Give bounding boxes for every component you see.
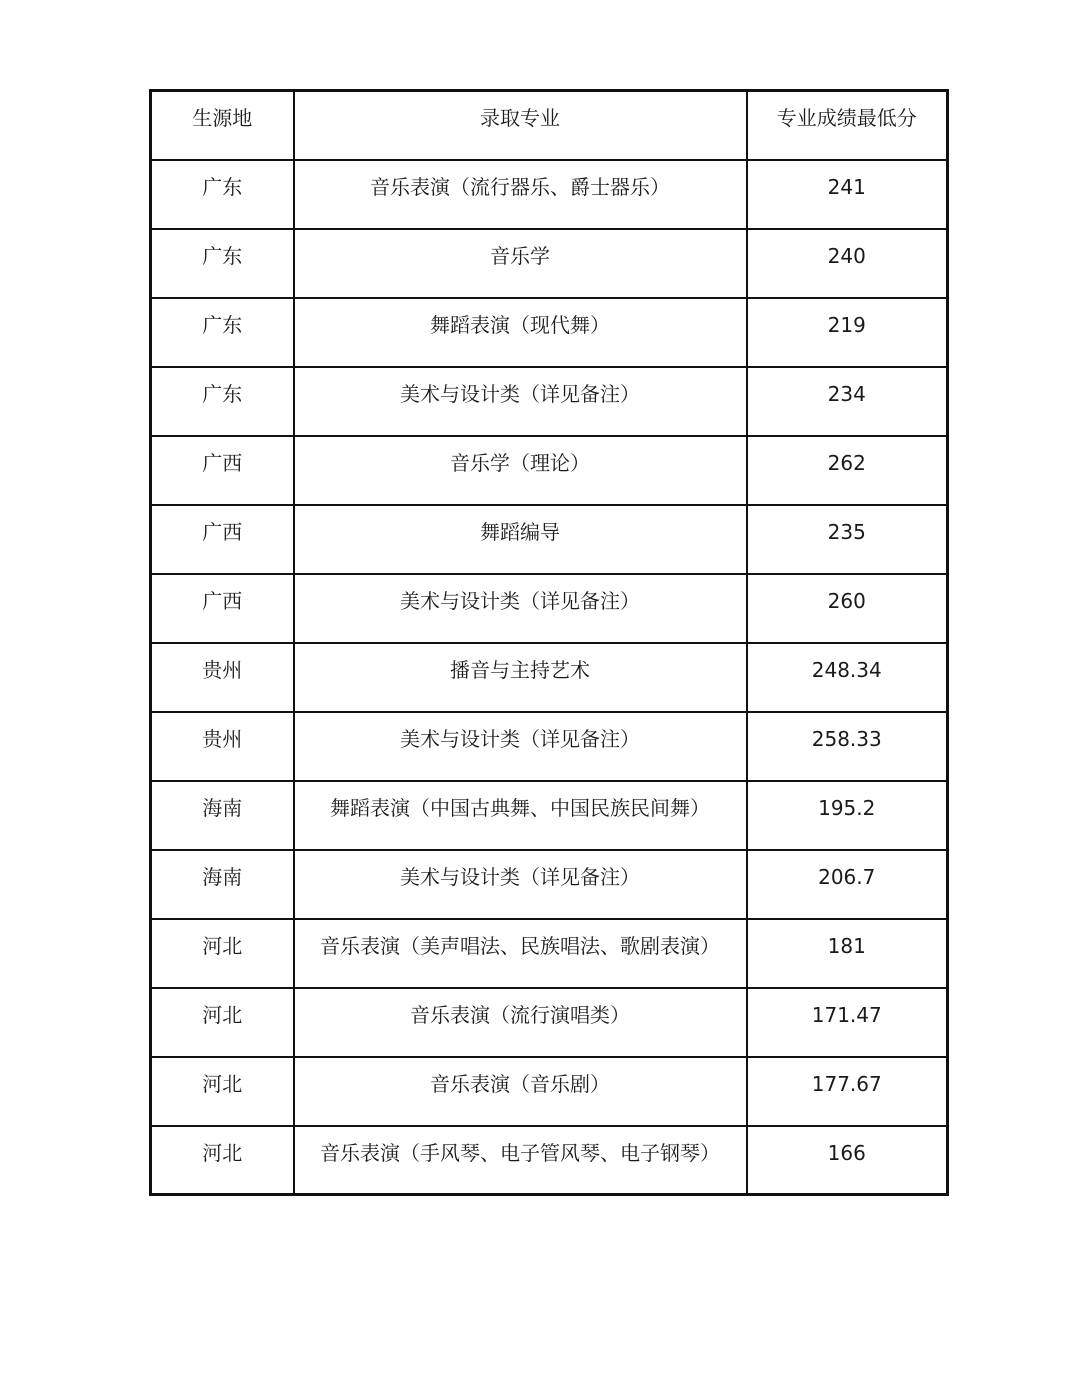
cell-major: 舞蹈表演（现代舞） — [294, 298, 747, 367]
cell-min-score: 240 — [747, 229, 948, 298]
cell-region: 海南 — [151, 781, 294, 850]
cell-region: 广西 — [151, 505, 294, 574]
cell-region: 广东 — [151, 298, 294, 367]
cell-min-score: 258.33 — [747, 712, 948, 781]
cell-major: 舞蹈编导 — [294, 505, 747, 574]
cell-min-score: 241 — [747, 160, 948, 229]
cell-major: 音乐表演（流行器乐、爵士器乐） — [294, 160, 747, 229]
table-header — [151, 91, 948, 160]
table-row — [151, 574, 948, 643]
cell-min-score: 177.67 — [747, 1057, 948, 1126]
cell-min-score: 260 — [747, 574, 948, 643]
cell-region: 河北 — [151, 1126, 294, 1195]
cell-region: 贵州 — [151, 643, 294, 712]
table-row — [151, 643, 948, 712]
cell-region: 广东 — [151, 160, 294, 229]
cell-min-score: 206.7 — [747, 850, 948, 919]
header-min-score: 专业成绩最低分 — [747, 91, 948, 160]
table-row — [151, 367, 948, 436]
table-row — [151, 1126, 948, 1195]
header-region: 生源地 — [151, 91, 294, 160]
cell-major: 音乐学 — [294, 229, 747, 298]
cell-min-score: 235 — [747, 505, 948, 574]
cell-region: 广西 — [151, 574, 294, 643]
cell-major: 音乐表演（手风琴、电子管风琴、电子钢琴） — [294, 1126, 747, 1195]
table-row — [151, 160, 948, 229]
cell-region: 海南 — [151, 850, 294, 919]
cell-min-score: 171.47 — [747, 988, 948, 1057]
header-major: 录取专业 — [294, 91, 747, 160]
cell-min-score: 234 — [747, 367, 948, 436]
cell-region: 河北 — [151, 988, 294, 1057]
table-body — [151, 160, 948, 1195]
header-row — [151, 91, 948, 160]
cell-major: 美术与设计类（详见备注） — [294, 367, 747, 436]
cell-region: 河北 — [151, 919, 294, 988]
table-row — [151, 988, 948, 1057]
table-row — [151, 712, 948, 781]
table-row — [151, 850, 948, 919]
table-row — [151, 781, 948, 850]
cell-region: 广东 — [151, 367, 294, 436]
cell-min-score: 219 — [747, 298, 948, 367]
cell-region: 河北 — [151, 1057, 294, 1126]
table-row — [151, 436, 948, 505]
cell-major: 播音与主持艺术 — [294, 643, 747, 712]
table-row — [151, 298, 948, 367]
cell-region: 贵州 — [151, 712, 294, 781]
cell-major: 美术与设计类（详见备注） — [294, 712, 747, 781]
cell-min-score: 248.34 — [747, 643, 948, 712]
cell-major: 音乐表演（音乐剧） — [294, 1057, 747, 1126]
table-row — [151, 505, 948, 574]
table-row — [151, 919, 948, 988]
cell-region: 广西 — [151, 436, 294, 505]
cell-major: 音乐表演（美声唱法、民族唱法、歌剧表演） — [294, 919, 747, 988]
cell-major: 美术与设计类（详见备注） — [294, 574, 747, 643]
cell-min-score: 181 — [747, 919, 948, 988]
table-row — [151, 1057, 948, 1126]
cell-major: 美术与设计类（详见备注） — [294, 850, 747, 919]
cell-major: 音乐表演（流行演唱类） — [294, 988, 747, 1057]
cell-major: 舞蹈表演（中国古典舞、中国民族民间舞） — [294, 781, 747, 850]
cell-major: 音乐学（理论） — [294, 436, 747, 505]
cell-min-score: 166 — [747, 1126, 948, 1195]
table-row — [151, 229, 948, 298]
cell-min-score: 262 — [747, 436, 948, 505]
cell-region: 广东 — [151, 229, 294, 298]
admission-score-table — [149, 89, 949, 1196]
cell-min-score: 195.2 — [747, 781, 948, 850]
